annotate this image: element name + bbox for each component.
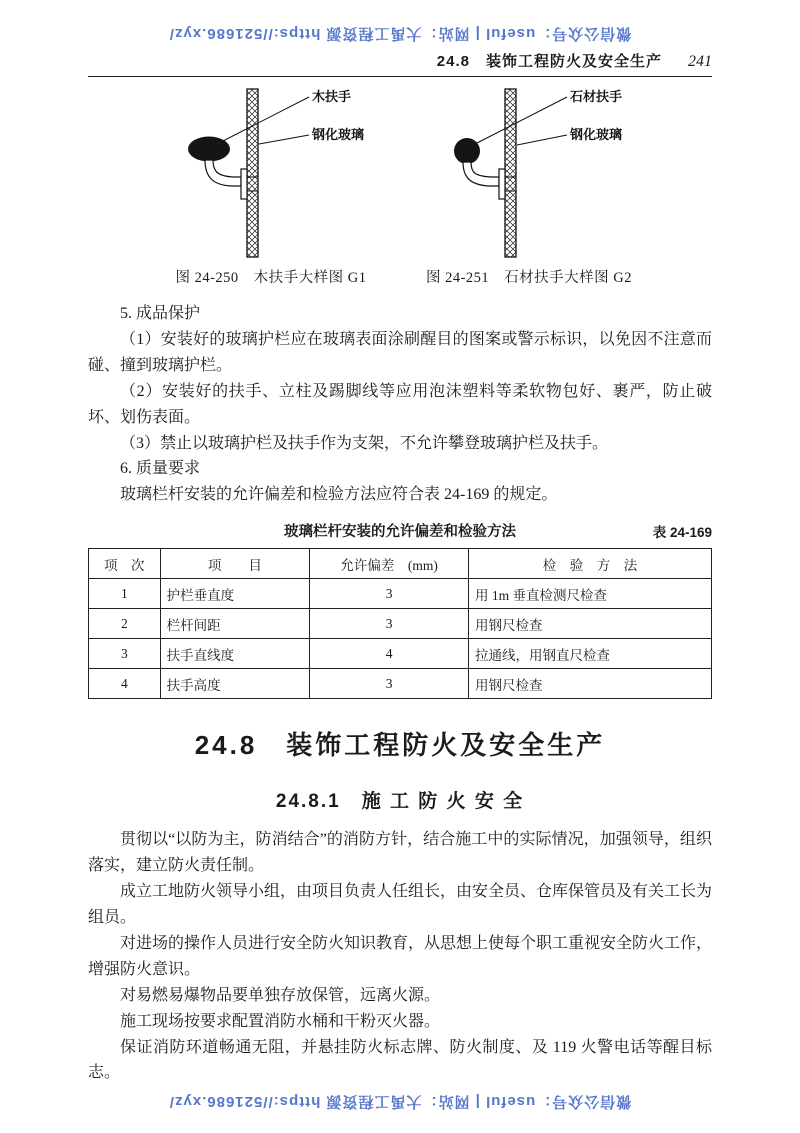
stone-handrail-shape: [454, 138, 480, 164]
paragraph: 玻璃栏杆安装的允许偏差和检验方法应符合表 24-169 的规定。: [120, 486, 558, 504]
paragraph: 对易燃易爆物品要单独存放保管，远离火源。: [120, 986, 441, 1004]
table-cell: 3: [310, 609, 469, 639]
figure-caption: 图 24-251 石材扶手大样图 G2: [425, 270, 633, 286]
table-header-cell: 项 目: [160, 549, 310, 579]
list-item: （3）禁止以玻璃护栏及扶手作为支架，不允许攀登玻璃护栏及扶手。: [120, 434, 609, 452]
table-title-row: [88, 520, 712, 542]
table-cell: 护栏垂直度: [160, 579, 310, 609]
section-fire-safety-body: [88, 827, 712, 1086]
glass-label: 钢化玻璃: [312, 127, 365, 142]
table-cell: 4: [310, 639, 469, 669]
paragraph: 施工现场按要求配置消防水桶和干粉灭火器。: [120, 1012, 441, 1030]
handrail-label: 木扶手: [312, 89, 352, 104]
section-finished-protection: [88, 301, 712, 508]
numbered-heading: 6. 质量要求: [120, 460, 201, 478]
table-number: 表 24-169: [652, 525, 712, 541]
glass-post: [247, 89, 258, 257]
figure-caption: 图 24-250 木扶手大样图 G1: [175, 270, 367, 286]
table-cell: 1: [89, 579, 161, 609]
table-row: [89, 609, 712, 639]
table-cell: 3: [89, 639, 161, 669]
glass-post: [505, 89, 516, 257]
section-title-24-8: 24.8 装饰工程防火及安全生产: [194, 730, 606, 761]
paragraph: 保证消防环道畅通无阻，并悬挂防火标志牌、防火制度、及 119 火警电话等醒目标志。: [88, 1038, 712, 1082]
watermark-top: 微信公众号：useful | 网站：大禹工程资源 https://521686.xyz/: [168, 25, 632, 42]
paragraph: 贯彻以“以防为主，防消结合”的消防方针，结合施工中的实际情况，加强领导，组织落实，建立防火责任制。: [88, 831, 712, 875]
table-header-row: [89, 549, 712, 579]
table-cell: 4: [89, 669, 161, 699]
figure-wood-handrail: [159, 87, 383, 287]
table-cell: 3: [310, 669, 469, 699]
numbered-heading: 5. 成品保护: [120, 305, 201, 322]
watermark-bottom: 微信公众号：useful | 网站：大禹工程资源 https://521686.xyz/: [168, 1093, 632, 1110]
table-row: [89, 579, 712, 609]
table-cell: 用钢尺检查: [469, 609, 712, 639]
table-cell: 扶手高度: [160, 669, 310, 699]
leader-line-glass: [517, 135, 567, 145]
handrail-label: 石材扶手: [570, 89, 623, 104]
leader-line-handrail: [475, 97, 567, 144]
table-cell: 3: [310, 579, 469, 609]
table-cell: 拉通线，用钢直尺检查: [469, 639, 712, 669]
mounting-plate: [241, 169, 247, 199]
glass-label: 钢化玻璃: [570, 127, 623, 142]
table-cell: 栏杆间距: [160, 609, 310, 639]
table-header-cell: 项 次: [89, 549, 161, 579]
running-head: 24.8 装饰工程防火及安全生产: [436, 53, 662, 70]
table-cell: 2: [89, 609, 161, 639]
header-rule: [88, 76, 712, 77]
tolerance-table: [88, 548, 712, 699]
leader-line-glass: [259, 135, 309, 144]
list-item: （2）安装好的扶手、立柱及踢脚线等应用泡沫塑料等柔软物包好、裹严，防止破坏、划伤表面。: [88, 382, 712, 426]
table-row: [89, 669, 712, 699]
paragraph: 对进场的操作人员进行安全防火知识教育，从思想上使每个职工重视安全防火工作，增强防火意识。: [88, 934, 713, 978]
figure-stone-handrail: [417, 87, 641, 287]
paragraph: 成立工地防火领导小组，由项目负责人任组长，由安全员、仓库保管员及有关工长为组员。: [88, 883, 713, 926]
subsection-title-24-8-1: 24.8.1 施 工 防 火 安 全: [275, 791, 525, 813]
stone-handrail-diagram: [417, 87, 641, 259]
figures-row: [88, 87, 712, 287]
table-cell: 用 1m 垂直检测尺检查: [469, 579, 712, 609]
wood-handrail-diagram: [159, 87, 383, 259]
handrail-bracket-arm: [463, 162, 499, 186]
page-number: 241: [688, 53, 712, 70]
handrail-bracket-arm: [205, 160, 241, 186]
mounting-plate: [499, 169, 505, 199]
table-row: [89, 639, 712, 669]
table-header-cell: 检 验 方 法: [469, 549, 712, 579]
table-header-cell: 允许偏差 (mm): [310, 549, 469, 579]
list-item: （1）安装好的玻璃护栏应在玻璃表面涂刷醒目的图案或警示标识，以免因不注意而碰、撞到玻璃护栏。: [88, 330, 712, 374]
page-header: [88, 50, 712, 71]
table-cell: 扶手直线度: [160, 639, 310, 669]
table-title: 玻璃栏杆安装的允许偏差和检验方法: [284, 524, 516, 541]
table-cell: 用钢尺检查: [469, 669, 712, 699]
leader-line-handrail: [221, 97, 309, 142]
